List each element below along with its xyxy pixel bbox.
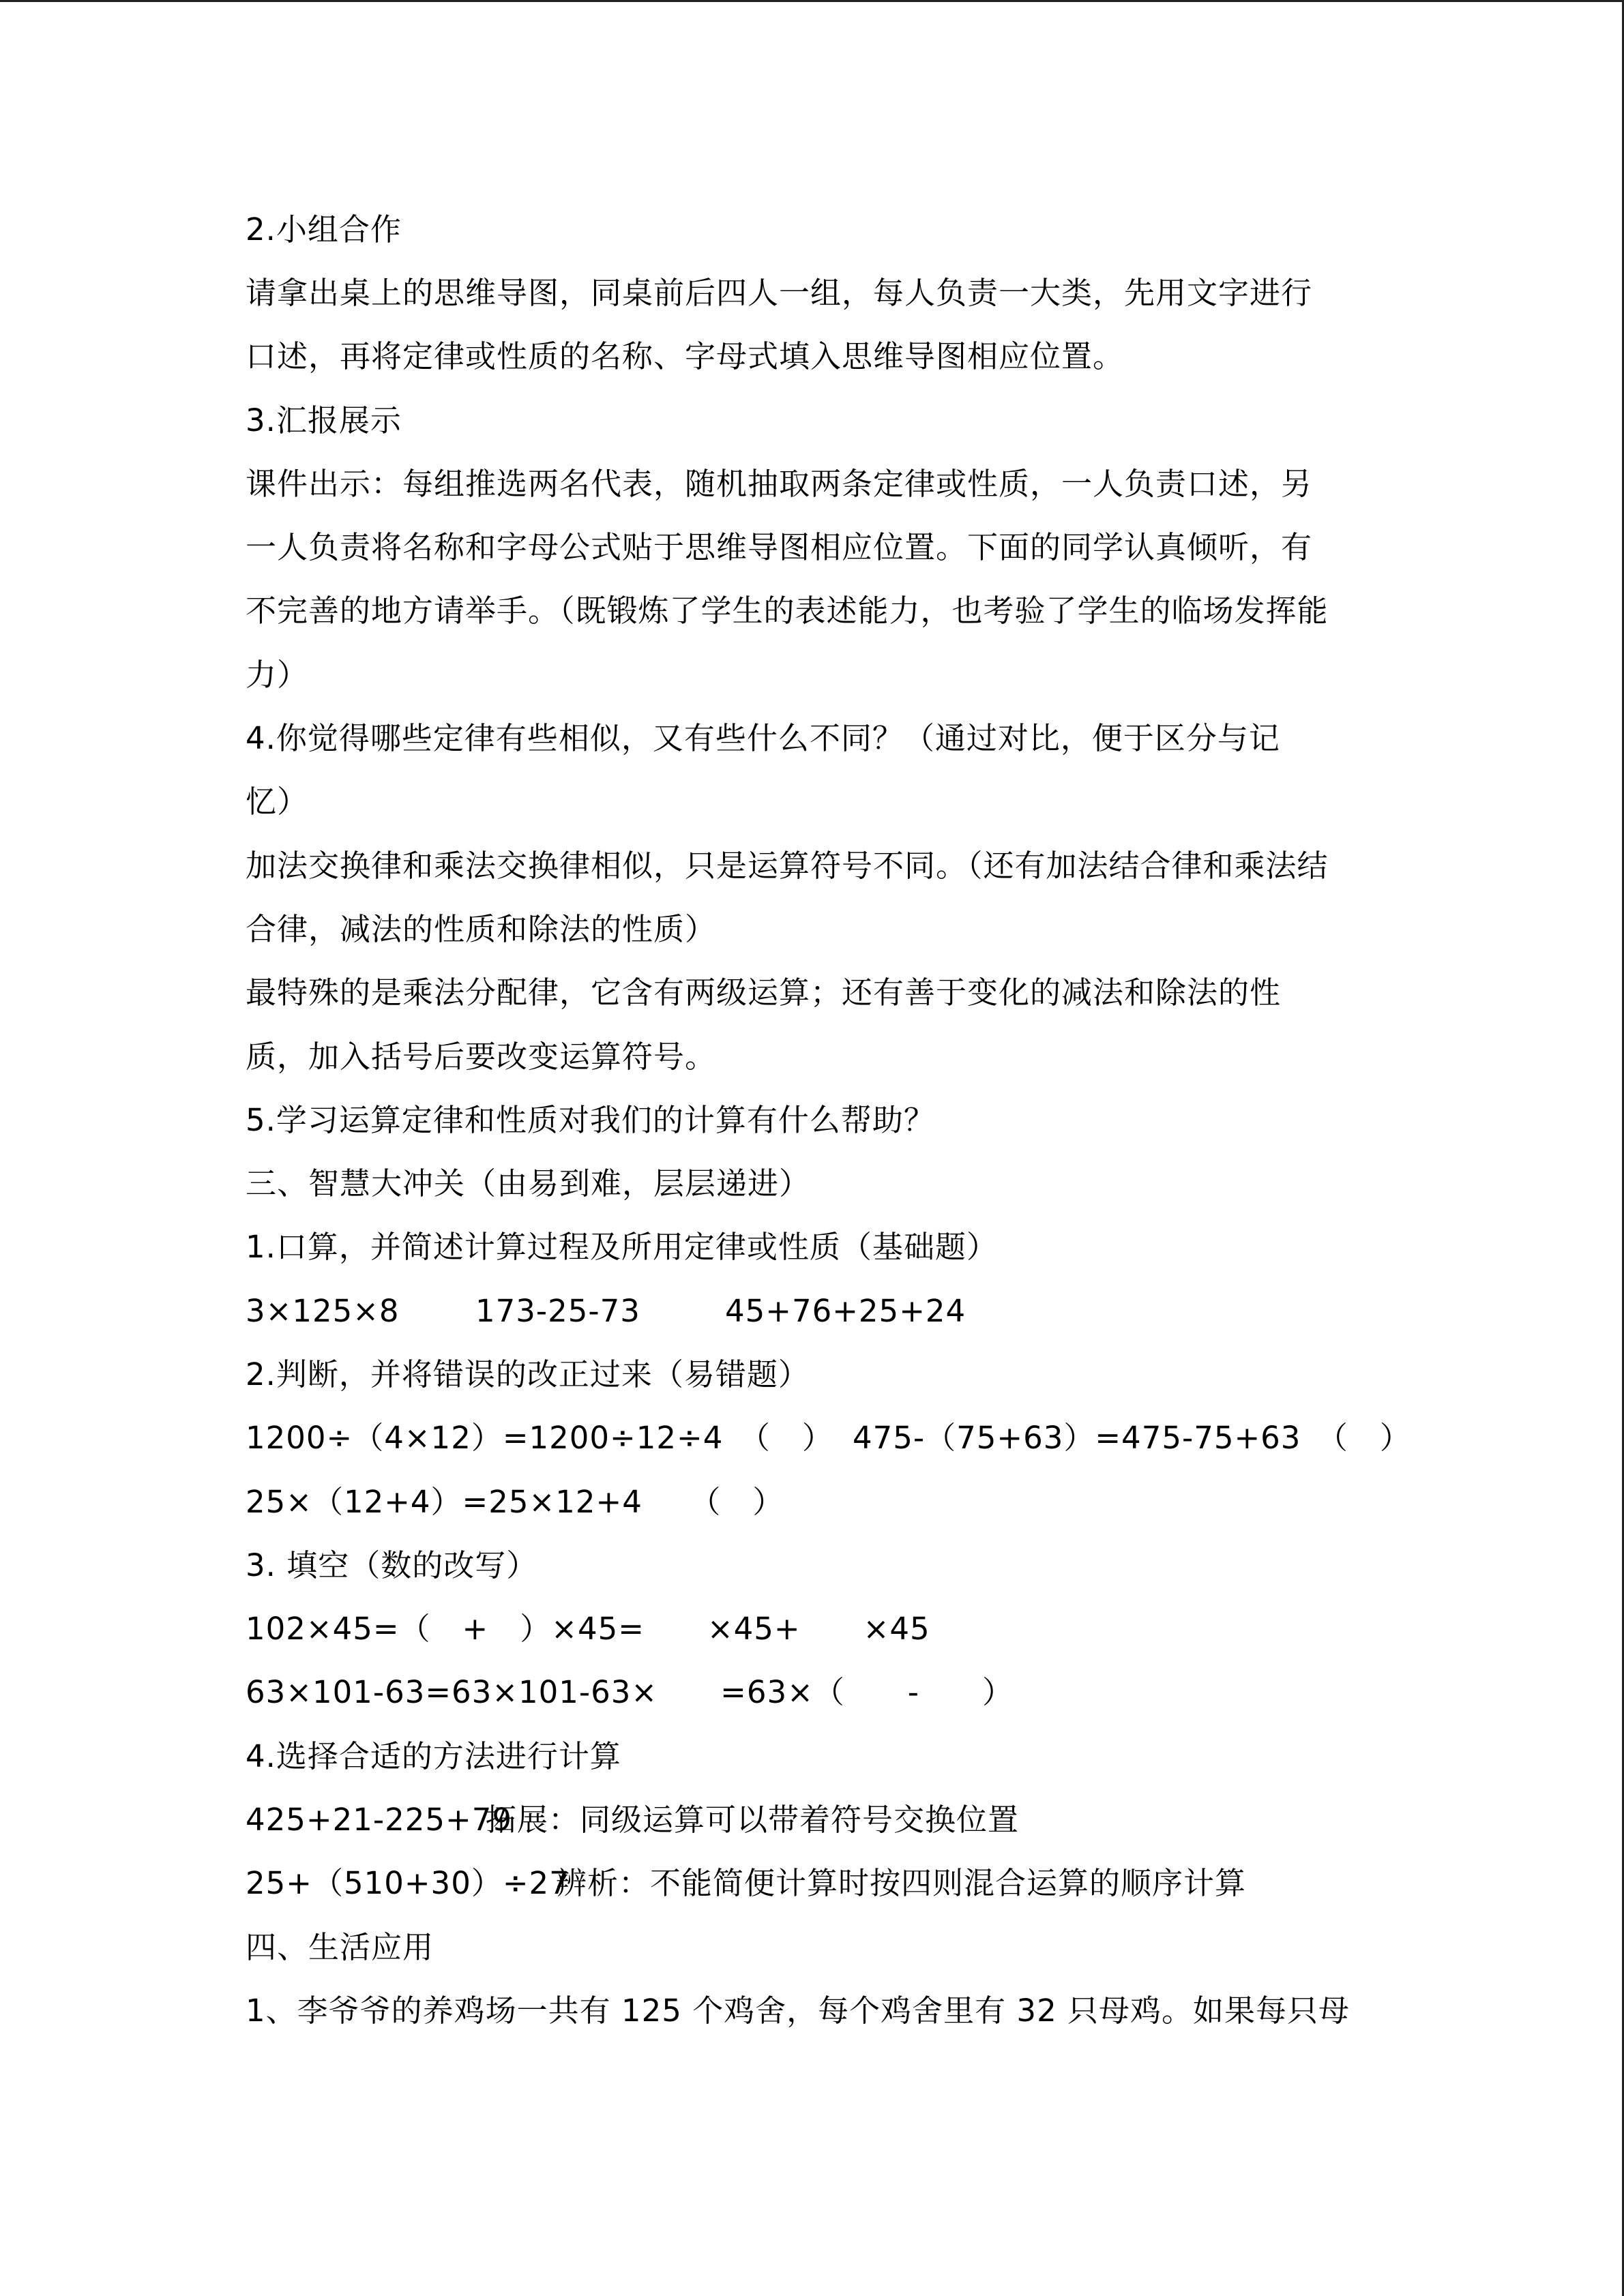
paragraph-line: 忆） [246,784,309,820]
paragraph-line: 最特殊的是乘法分配律，它含有两级运算；还有善于变化的减法和除法的性 [246,974,1282,1011]
exercise-heading: 3. 填空（数的改写） [246,1547,538,1583]
fill-item: 63×101-63=63×101-63× =63×（ - ） [246,1674,1014,1710]
paragraph-line: 一人负责将名称和字母公式贴于思维导图相应位置。下面的同学认真倾听，有 [246,529,1313,565]
oral-calc-item: 45+76+25+24 [725,1293,966,1329]
section-heading: 三、智慧大冲关（由易到难，层层递进） [246,1165,811,1202]
exercise-heading: 4.选择合适的方法进行计算 [246,1738,621,1774]
section-heading: 四、生活应用 [246,1929,434,1965]
oral-calc-item: 173-25-73 [475,1293,640,1329]
exercise-heading: 2.判断，并将错误的改正过来（易错题） [246,1356,810,1392]
choose-note: 拓展：同级运算可以带着符号交换位置 [486,1802,1020,1838]
heading-report: 3.汇报展示 [246,402,402,438]
paragraph-line: 课件出示：每组推选两名代表，随机抽取两条定律或性质，一人负责口述，另 [246,466,1313,502]
choose-note: 辨析：不能简便计算时按四则混合运算的顺序计算 [556,1865,1247,1901]
question-line: 4.你觉得哪些定律有些相似，又有些什么不同？（通过对比，便于区分与记 [246,720,1280,756]
paragraph-line: 加法交换律和乘法交换律相似，只是运算符号不同。（还有加法结合律和乘法结 [246,848,1329,884]
paragraph-line: 合律，减法的性质和除法的性质） [246,911,717,947]
oral-calc-item: 3×125×8 [246,1293,400,1329]
paragraph-line: 口述，再将定律或性质的名称、字母式填入思维导图相应位置。 [246,338,1125,374]
problem-text: 1、李爷爷的养鸡场一共有 125 个鸡舍，每个鸡舍里有 32 只母鸡。如果每只母 [246,1993,1350,2029]
paragraph-line: 力） [246,657,309,693]
choose-expression: 425+21-225+79 [246,1802,512,1838]
judge-item: 1200÷（4×12）=1200÷12÷4 （ ） [246,1420,833,1456]
judge-row [246,1418,1411,1459]
choose-row [246,1800,1405,1840]
exercise-heading: 1.口算，并简述计算过程及所用定律或性质（基础题） [246,1229,998,1265]
judge-item: 475-（75+63）=475-75+63 （ ） [853,1420,1411,1456]
choose-row [246,1863,1405,1904]
question-line: 5.学习运算定律和性质对我们的计算有什么帮助？ [246,1102,935,1138]
paragraph-line: 不完善的地方请举手。（既锻炼了学生的表述能力，也考验了学生的临场发挥能 [246,593,1329,629]
fill-item: 102×45=（ + ）×45= ×45+ ×45 [246,1611,930,1647]
heading-group-work: 2.小组合作 [246,211,402,248]
judge-item: 25×（12+4）=25×12+4 （ ） [246,1484,784,1520]
paragraph-line: 请拿出桌上的思维导图，同桌前后四人一组，每人负责一大类，先用文字进行 [246,275,1313,311]
choose-expression: 25+（510+30）÷27 [246,1865,570,1901]
paragraph-line: 质，加入括号后要改变运算符号。 [246,1039,717,1075]
oral-calc-row [246,1291,1337,1332]
